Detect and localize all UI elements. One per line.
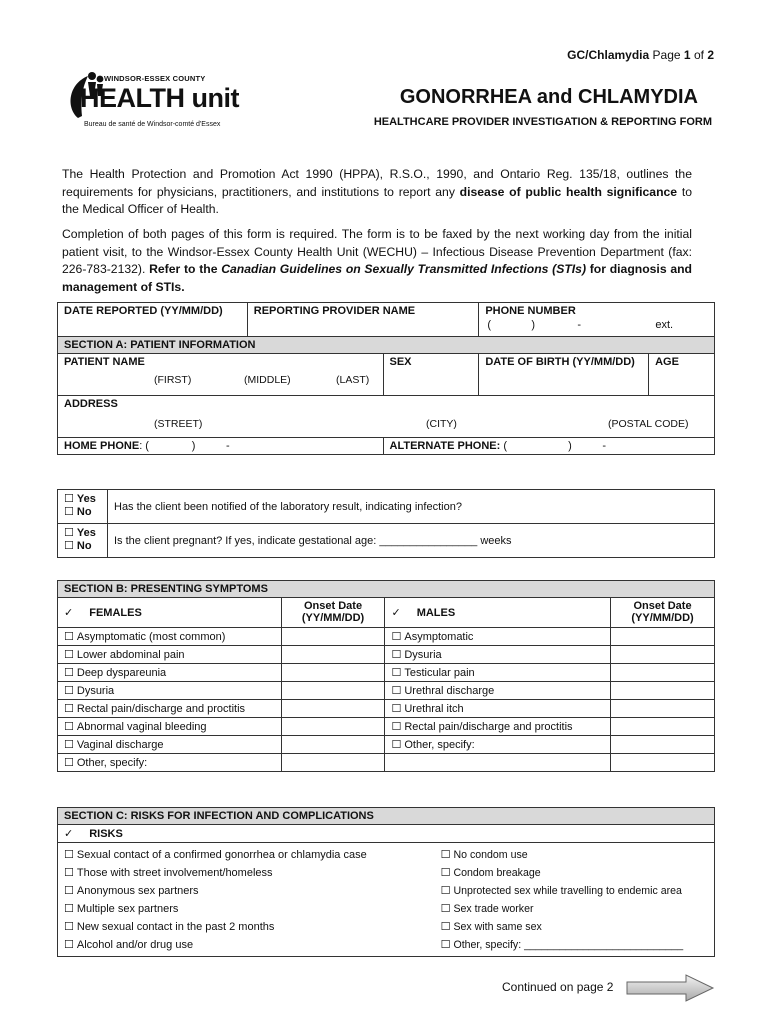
onset-label: Onset Date: [633, 600, 692, 612]
female-onset-input[interactable]: [281, 646, 385, 664]
male-onset-input[interactable]: [611, 754, 715, 772]
q1-yes-checkbox[interactable]: [64, 492, 101, 505]
page-total: 2: [707, 48, 714, 62]
patient-info-table: [57, 302, 715, 455]
male-onset-input[interactable]: [611, 682, 715, 700]
males-label: MALES: [416, 607, 456, 619]
checkbox-icon: ☐: [64, 526, 74, 539]
risks-table: [57, 807, 715, 957]
risks-right-column: [441, 843, 715, 957]
risk-item[interactable]: [64, 882, 435, 900]
provider-name-label: REPORTING PROVIDER NAME: [253, 305, 416, 317]
risk-label: New sexual contact in the past 2 months: [76, 921, 275, 933]
symptoms-table: [57, 580, 715, 772]
onset-label: Onset Date: [303, 600, 363, 612]
checkbox-icon: ☐: [64, 666, 74, 679]
phone-close: ): [531, 319, 535, 331]
male-symptom-label: Urethral discharge: [404, 685, 495, 697]
name-middle-label: (MIDDLE): [244, 374, 291, 386]
name-last-label: (LAST): [336, 374, 370, 386]
female-symptom[interactable]: [58, 754, 282, 772]
checkbox-icon: ☐: [64, 684, 74, 697]
male-onset-input[interactable]: [611, 700, 715, 718]
q2-yes-label: Yes: [76, 527, 96, 539]
risk-label: Alcohol and/or drug use: [76, 939, 194, 951]
home-phone-label: HOME PHONE: [64, 440, 140, 452]
checkbox-icon: ☐: [64, 539, 74, 552]
questions-table: [57, 489, 715, 558]
risk-item[interactable]: [441, 900, 708, 918]
risk-label: Those with street involvement/homeless: [76, 867, 273, 879]
check-icon: ✓: [64, 607, 74, 619]
risks-header: [58, 825, 715, 843]
female-symptom-label: Dysuria: [76, 685, 115, 697]
male-symptom[interactable]: [385, 718, 611, 736]
address-parts: [64, 418, 708, 434]
city-label: (CITY): [426, 418, 457, 430]
females-header: [58, 598, 282, 628]
intro-p2-bold2: for diagnosis and management of STIs.: [62, 262, 692, 294]
section-c-header: SECTION C: RISKS FOR INFECTION AND COMPLICATIONS: [58, 808, 715, 825]
male-symptom-label: Dysuria: [404, 649, 442, 661]
dob-field[interactable]: [479, 354, 649, 396]
check-icon: ✓: [391, 607, 401, 619]
intro-p1-end: to the Medical Officer of Health.: [62, 184, 693, 216]
checkbox-icon: ☐: [440, 848, 451, 861]
phone-ext: ext.: [655, 319, 674, 331]
risk-label: Other, specify: ___________________________: [453, 939, 684, 951]
q1-no-checkbox[interactable]: [64, 505, 101, 518]
sex-label: SEX: [389, 356, 412, 368]
risk-item[interactable]: [64, 846, 435, 864]
male-symptom-label: Asymptomatic: [404, 631, 474, 643]
male-onset-input[interactable]: [611, 628, 715, 646]
checkbox-icon: ☐: [64, 492, 74, 505]
intro-p2-guidelines: Canadian Guidelines on Sexually Transmitted Infections (STIs): [221, 262, 587, 276]
checkbox-icon: ☐: [391, 684, 402, 697]
risk-label: Sex trade worker: [453, 903, 534, 915]
section-b-header: SECTION B: PRESENTING SYMPTOMS: [58, 581, 715, 598]
female-symptom[interactable]: [58, 664, 282, 682]
checkbox-icon: ☐: [440, 938, 451, 951]
dob-label: DATE OF BIRTH (YY/MM/DD): [485, 356, 635, 368]
female-onset-header: [281, 598, 385, 628]
female-symptom-label: Vaginal discharge: [76, 739, 164, 751]
intro-paragraph-2: [62, 226, 692, 296]
risk-item[interactable]: [441, 864, 708, 882]
form-subtitle: HEALTHCARE PROVIDER INVESTIGATION & REPORTING FORM: [373, 116, 712, 128]
female-symptom[interactable]: [58, 682, 282, 700]
patient-name-field[interactable]: [58, 354, 384, 396]
checkbox-icon: ☐: [64, 866, 74, 879]
date-reported-label: DATE REPORTED (YY/MM/DD): [64, 305, 223, 317]
date-reported-field[interactable]: [58, 303, 248, 337]
intro-p1-bold: disease of public health significance: [459, 184, 678, 199]
risk-label: Sex with same sex: [453, 921, 542, 933]
female-symptom[interactable]: [58, 628, 282, 646]
female-symptom[interactable]: [58, 700, 282, 718]
risk-label: Condom breakage: [453, 867, 541, 879]
question-2-options: [58, 524, 108, 558]
checkbox-icon: ☐: [64, 720, 74, 733]
phone-number-label: PHONE NUMBER: [485, 305, 576, 317]
patient-name-label: PATIENT NAME: [64, 356, 145, 368]
checkbox-icon: ☐: [440, 884, 451, 897]
health-unit-logo: [64, 70, 239, 136]
males-header: [385, 598, 611, 628]
phone-format: [485, 319, 708, 333]
male-symptom-label: Urethral itch: [404, 703, 464, 715]
female-symptom-label: Asymptomatic (most common): [76, 631, 226, 643]
arrow-right-icon: [626, 974, 716, 1002]
female-onset-input[interactable]: [281, 736, 385, 754]
checkbox-icon: ☐: [64, 756, 74, 769]
intro-paragraph-1: [62, 166, 692, 219]
risk-item[interactable]: [64, 936, 435, 954]
q1-no-label: No: [76, 506, 92, 518]
question-1-options: [58, 490, 108, 524]
checkbox-icon: ☐: [64, 902, 74, 915]
logo-unit: unit: [191, 83, 239, 113]
risk-label: Unprotected sex while travelling to endemic area: [453, 885, 682, 897]
female-symptom[interactable]: [58, 646, 282, 664]
address-field[interactable]: [58, 396, 715, 438]
q2-yes-checkbox[interactable]: [64, 526, 101, 539]
intro-p1-text: The Health Protection and Promotion Act 1990 (HPPA), R.S.O., 1990, and Ontario Reg. 135/18, outlines the requirements for physicians, practitioners, and institutions to report any: [62, 167, 692, 199]
female-symptom-label: Other, specify:: [76, 757, 148, 769]
risk-item[interactable]: [441, 846, 708, 864]
male-onset-input[interactable]: [611, 664, 715, 682]
female-onset-input[interactable]: [281, 754, 385, 772]
female-symptom-label: Deep dyspareunia: [76, 667, 167, 679]
male-onset-input[interactable]: [611, 646, 715, 664]
checkbox-icon: ☐: [64, 848, 74, 861]
male-empty-cell: [385, 754, 611, 772]
female-onset-input[interactable]: [281, 700, 385, 718]
checkbox-icon: ☐: [391, 630, 402, 643]
logo-health: HEALTH: [80, 83, 185, 113]
female-symptom-label: Rectal pain/discharge and proctitis: [76, 703, 246, 715]
checkbox-icon: ☐: [391, 666, 402, 679]
male-onset-input[interactable]: [611, 736, 715, 754]
female-onset-input[interactable]: [281, 628, 385, 646]
male-onset-header: [611, 598, 715, 628]
male-symptom[interactable]: [385, 736, 611, 754]
male-symptom[interactable]: [385, 628, 611, 646]
form-code: GC/Chlamydia: [567, 48, 650, 62]
male-symptom[interactable]: [385, 664, 611, 682]
checkbox-icon: ☐: [64, 884, 74, 897]
form-title: GONORRHEA and CHLAMYDIA: [399, 86, 698, 108]
checkbox-icon: ☐: [64, 920, 74, 933]
risk-item[interactable]: [441, 882, 708, 900]
phone-open: (: [487, 319, 491, 331]
phone-number-field[interactable]: [479, 303, 715, 337]
phone-dash: -: [577, 319, 581, 331]
alt-phone-field[interactable]: [383, 438, 715, 455]
male-symptom-label: Rectal pain/discharge and proctitis: [404, 721, 573, 733]
risk-item[interactable]: [64, 918, 435, 936]
page-current: 1: [683, 48, 691, 62]
checkbox-icon: ☐: [391, 648, 402, 661]
checkbox-icon: ☐: [64, 702, 74, 715]
question-1-text: Has the client been notified of the laboratory result, indicating infection?: [108, 490, 715, 524]
logo-wordmark: [80, 83, 239, 114]
check-icon: ✓: [64, 828, 74, 840]
female-onset-input[interactable]: [281, 664, 385, 682]
risk-item[interactable]: [441, 918, 708, 936]
q1-yes-label: Yes: [76, 493, 96, 505]
page-reference: [567, 48, 714, 62]
risk-item[interactable]: [64, 900, 435, 918]
checkbox-icon: ☐: [440, 920, 451, 933]
risk-label: No condom use: [453, 849, 528, 861]
provider-name-field[interactable]: [247, 303, 479, 337]
male-onset-input[interactable]: [611, 718, 715, 736]
risk-item[interactable]: [441, 936, 708, 954]
street-label: (STREET): [154, 418, 203, 430]
postal-code-label: (POSTAL CODE): [608, 418, 689, 430]
name-first-label: (FIRST): [154, 374, 192, 386]
male-symptom[interactable]: [385, 646, 611, 664]
male-symptom[interactable]: [385, 700, 611, 718]
intro-p2-text: Completion of both pages of this form is required. The form is to be faxed by the next working day from the initial patient visit, to the Windsor-Essex County Health Unit (WECHU) – Infectious Disease Prevention Department (fax: 226-783-2132).: [62, 227, 692, 276]
females-label: FEMALES: [89, 607, 142, 619]
age-label: AGE: [655, 356, 679, 368]
intro-p2-bold1: Refer to the: [149, 262, 222, 276]
q2-no-label: No: [76, 540, 92, 552]
home-phone-field[interactable]: [58, 438, 384, 455]
risks-label: RISKS: [89, 828, 123, 840]
risk-label: Multiple sex partners: [76, 903, 179, 915]
female-symptom-label: Lower abdominal pain: [76, 649, 185, 661]
checkbox-icon: ☐: [391, 738, 402, 751]
section-a-header: SECTION A: PATIENT INFORMATION: [58, 337, 715, 354]
male-symptom-label: Testicular pain: [404, 667, 475, 679]
logo-county-text: WINDSOR-ESSEX COUNTY: [104, 74, 206, 83]
checkbox-icon: ☐: [64, 738, 74, 751]
alt-phone-format: ( ) -: [500, 440, 607, 452]
female-symptom[interactable]: [58, 736, 282, 754]
q2-no-checkbox[interactable]: [64, 539, 101, 552]
checkbox-icon: ☐: [64, 938, 74, 951]
checkbox-icon: ☐: [440, 866, 451, 879]
checkbox-icon: ☐: [391, 720, 402, 733]
age-field[interactable]: [649, 354, 715, 396]
sex-field[interactable]: [383, 354, 479, 396]
checkbox-icon: ☐: [64, 648, 74, 661]
risk-label: Sexual contact of a confirmed gonorrhea or chlamydia case: [76, 849, 367, 861]
onset-format: (YY/MM/DD): [301, 612, 365, 624]
address-label: ADDRESS: [64, 398, 118, 410]
checkbox-icon: ☐: [391, 702, 402, 715]
male-symptom-label: Other, specify:: [404, 739, 475, 751]
checkbox-icon: ☐: [64, 505, 74, 518]
risk-label: Anonymous sex partners: [76, 885, 199, 897]
onset-format: (YY/MM/DD): [631, 612, 694, 624]
logo-french-text: Bureau de santé de Windsor-comté d'Essex: [84, 121, 221, 128]
risk-item[interactable]: [64, 864, 435, 882]
female-onset-input[interactable]: [281, 682, 385, 700]
alt-phone-label: ALTERNATE PHONE:: [389, 440, 501, 452]
checkbox-icon: ☐: [440, 902, 451, 915]
female-onset-input[interactable]: [281, 718, 385, 736]
female-symptom[interactable]: [58, 718, 282, 736]
page-of: of: [693, 48, 704, 62]
risks-left-column: [58, 843, 441, 957]
continued-text: Continued on page 2: [502, 980, 614, 994]
home-phone-format: : ( ) -: [139, 440, 230, 452]
page-word: Page: [652, 48, 681, 62]
female-symptom-label: Abnormal vaginal bleeding: [76, 721, 207, 733]
question-2-text: Is the client pregnant? If yes, indicate gestational age: ________________ weeks: [108, 524, 715, 558]
male-symptom[interactable]: [385, 682, 611, 700]
checkbox-icon: ☐: [64, 630, 74, 643]
name-parts: [64, 374, 377, 390]
